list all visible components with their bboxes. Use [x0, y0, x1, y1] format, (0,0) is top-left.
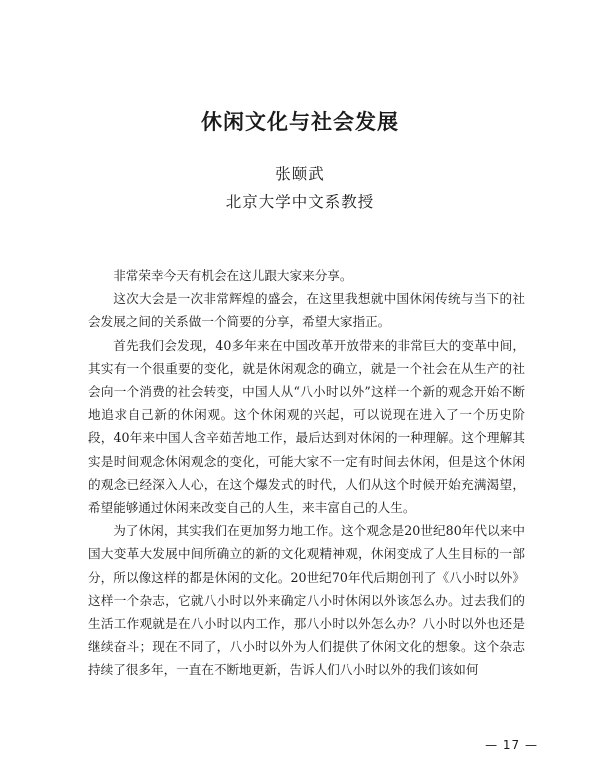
author-affiliation: 北京大学中文系教授	[225, 193, 375, 211]
author-name: 张颐武	[275, 165, 325, 183]
paragraph: 首先我们会发现，40多年来在中国改革开放带来的非常巨大的变革中间，其实有一个很重要的变化，就是休闲观念的确立，就是一个社会在从生产的社会向一个消费的社会转变，中国人从“八小时以外”这样一个新的观念开始不断地追求自己新的休闲观。这个休闲观的兴起，可以说现在进入了一个历史阶段，40年来中国人含辛茹苦地工作，最后达到对休闲的一种理解。这个理解其实是时间观念休闲观念的变化，可能大家不一定有时间去休闲，但是这个休闲的观念已经深入人心，在这个爆发式的时代，人们从这个时候开始充满渴望，希望能够通过休闲来改变自己的人生，来丰富自己的人生。	[88, 337, 525, 516]
paragraph: 这次大会是一次非常辉煌的盛会，在这里我想就中国休闲传统与当下的社会发展之间的关系做一个简要的分享，希望大家指正。	[88, 291, 525, 330]
paragraph: 非常荣幸今天有机会在这儿跟大家来分享。	[113, 268, 353, 283]
page-number: — 17 —	[485, 738, 538, 752]
article-body	[88, 264, 525, 682]
paragraph: 为了休闲，其实我们在更加努力地工作。这个观念是20世纪80年代以来中国大变革大发展中间所确立的新的文化观精神观，休闲变成了人生目标的一部分，所以像这样的都是休闲的文化。20世纪70年代后期创刊了《八小时以外》这样一个杂志，它就八小时以外来确定八小时休闲以外该怎么办。过去我们的生活工作观就是在八小时以内工作，那八小时以外怎么办？八小时以外也还是继续奋斗；现在不同了，八小时以外为人们提供了休闲文化的想象。这个杂志持续了很多年，一直在不断地更新，告诉人们八小时以外的我们该如何	[88, 523, 525, 678]
article-title: 休闲文化与社会发展	[201, 110, 399, 134]
